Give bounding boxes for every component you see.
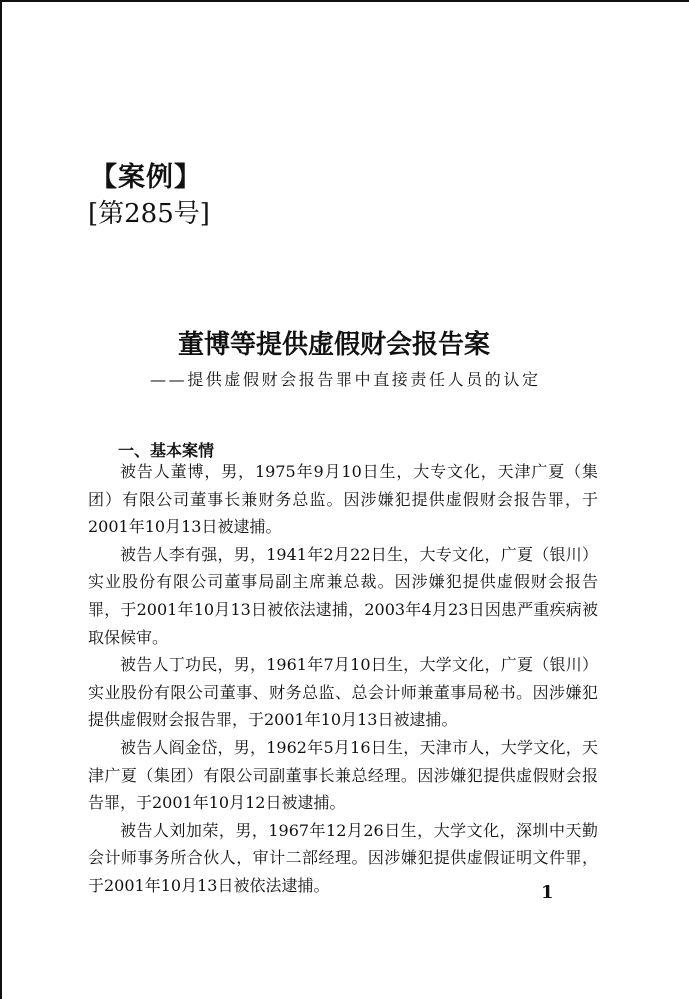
paragraph-defendant-liu-jiarong: 被告人刘加荣，男，1967年12月26日生，大学文化，深圳中天勤会计师事务所合伙人，审计二部经理。因涉嫌犯提供虚假证明文件罪，于2001年10月13日被依法逮捕。 [88, 820, 598, 895]
page-top-edge [0, 0, 689, 2]
paragraph-defendant-dong-bo: 被告人董博，男，1975年9月10日生，大专文化，天津广夏（集团）有限公司董事长兼财务总监。因涉嫌犯提供虚假财会报告罪，于2001年10月13日被逮捕。 [88, 462, 598, 537]
page-left-edge [0, 0, 2, 999]
paragraph-defendant-yan-jindai: 被告人阎金岱，男，1962年5月16日生，天津市人，大学文化，天津广夏（集团）有限公司副董事长兼总经理。因涉嫌犯提供虚假财会报告罪，于2001年10月12日被逮捕。 [88, 737, 598, 813]
section-heading: 一、基本案情 [118, 441, 215, 460]
case-number: [第285号] [88, 199, 210, 229]
paragraph-defendant-ding-gongmin: 被告人丁功民，男，1961年7月10日生，大学文化，广夏（银川）实业股份有限公司董事、财务总监、总会计师兼董事局秘书。因涉嫌犯提供虚假财会报告罪，于2001年10月13日被逮捕。 [88, 655, 598, 730]
case-subtitle: ——提供虚假财会报告罪中直接责任人员的认定 [150, 370, 541, 389]
case-title: 董博等提供虚假财会报告案 [178, 330, 491, 360]
case-label: 【案例】 [90, 162, 202, 193]
page-number: 1 [541, 882, 554, 903]
paragraph-defendant-li-youqiang: 被告人李有强，男，1941年2月22日生，大专文化，广夏（银川）实业股份有限公司董事局副主席兼总裁。因涉嫌犯提供虚假财会报告罪，于2001年10月13日被依法逮捕，2003年4月23日因患严重疾病被取保候审。 [88, 544, 598, 647]
case-facts-body [88, 458, 598, 900]
